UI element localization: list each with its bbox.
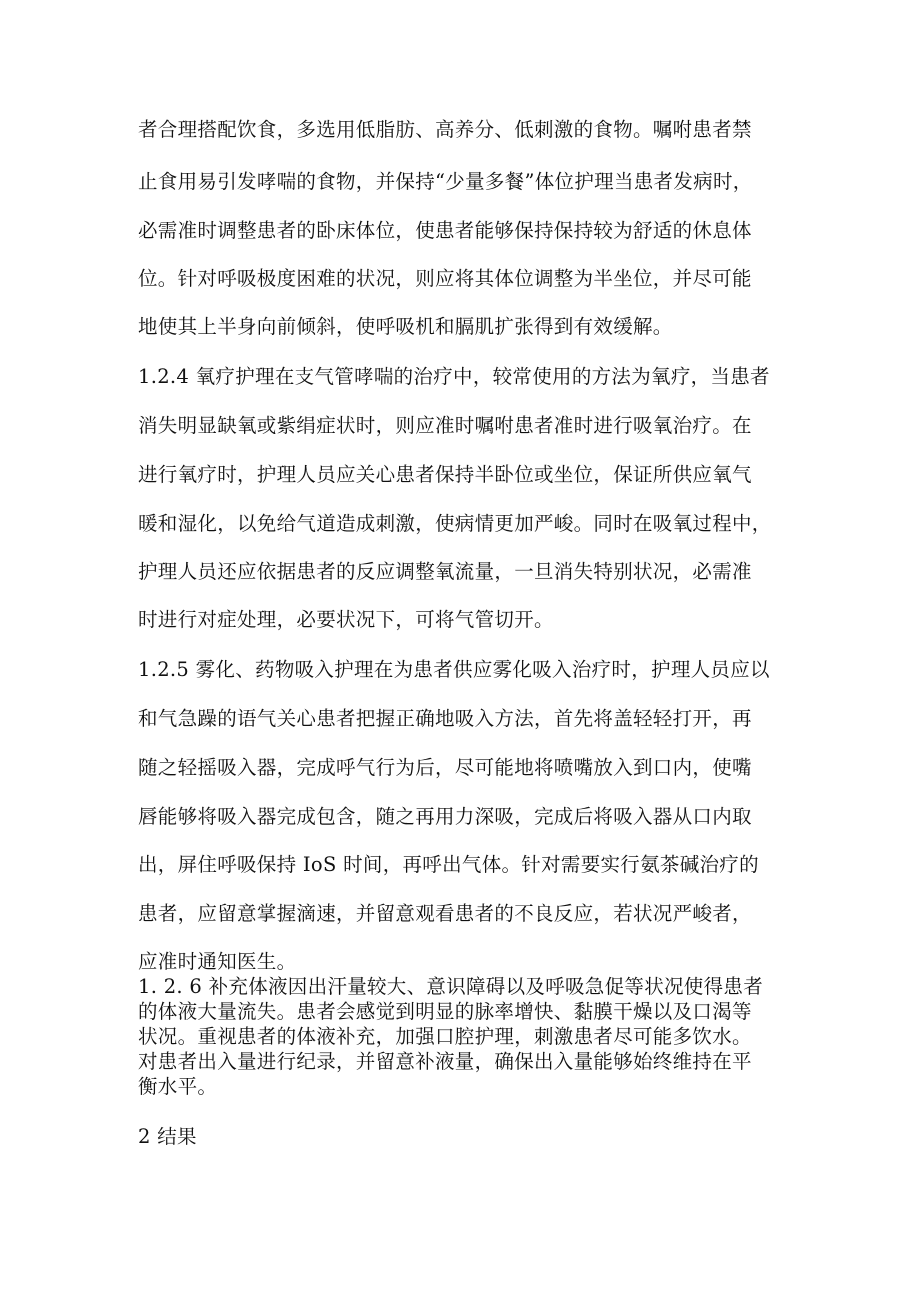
body-text-line: 的体液大量流失。患者会感觉到明显的脉率增快、黏膜干燥以及口渴等 <box>138 1000 752 1023</box>
body-text-line: 应准时通知医生。 <box>138 950 297 973</box>
section-heading-results: 2 结果 <box>138 1125 197 1148</box>
body-text-line: 和气急躁的语气关心患者把握正确地吸入方法，首先将盖轻轻打开，再 <box>138 707 752 730</box>
section-1-2-5-line: 1.2.5 雾化、药物吸入护理在为患者供应雾化吸入治疗时，护理人员应以 <box>138 658 770 681</box>
body-text-line: 消失明显缺氧或紫绢症状时，则应准时嘱咐患者准时进行吸氧治疗。在 <box>138 414 752 437</box>
body-text-line: 衡水平。 <box>138 1075 218 1098</box>
body-text-line: 暖和湿化，以免给气道造成刺激，使病情更加严峻。同时在吸氧过程中， <box>138 512 772 535</box>
body-text-line: 必需准时调整患者的卧床体位，使患者能够保持保持较为舒适的休息体 <box>138 219 752 242</box>
body-text-line: 护理人员还应依据患者的反应调整氧流量，一旦消失特别状况，必需准 <box>138 560 752 583</box>
body-text-line: 进行氧疗时，护理人员应关心患者保持半卧位或坐位，保证所供应氧气 <box>138 463 752 486</box>
body-text-line: 状况。重视患者的体液补充，加强口腔护理，刺激患者尽可能多饮水。 <box>138 1025 752 1048</box>
body-text-line: 时进行对症处理，必要状况下，可将气管切开。 <box>138 608 554 631</box>
body-text-line: 者合理搭配饮食，多选用低脂肪、高养分、低刺激的食物。嘱咐患者禁 <box>138 118 752 141</box>
body-text-line: 对患者出入量进行纪录，并留意补液量，确保出入量能够始终维持在平 <box>138 1050 752 1073</box>
body-text-line: 患者，应留意掌握滴速，并留意观看患者的不良反应，若状况严峻者， <box>138 902 752 925</box>
section-1-2-4-line: 1.2.4 氧疗护理在支气管哮喘的治疗中，较常使用的方法为氧疗，当患者 <box>138 365 770 388</box>
body-text-line: 出，屏住呼吸保持 IoS 时间，再呼出气体。针对需要实行氨茶碱治疗的 <box>138 853 759 876</box>
section-1-2-6-line: 1. 2. 6 补充体液因出汗量较大、意识障碍以及呼吸急促等状况使得患者 <box>138 975 764 998</box>
body-text-line: 止食用易引发哮喘的食物，并保持“少量多餐”体位护理当患者发病时， <box>138 170 753 193</box>
body-text-line: 位。针对呼吸极度困难的状况，则应将其体位调整为半坐位，并尽可能 <box>138 267 752 290</box>
body-text-line: 唇能够将吸入器完成包含，随之再用力深吸，完成后将吸入器从口内取 <box>138 805 752 828</box>
body-text-line: 地使其上半身向前倾斜，使呼吸机和膈肌扩张得到有效缓解。 <box>138 315 673 338</box>
body-text-line: 随之轻摇吸入器，完成呼气行为后，尽可能地将喷嘴放入到口内，使嘴 <box>138 756 752 779</box>
